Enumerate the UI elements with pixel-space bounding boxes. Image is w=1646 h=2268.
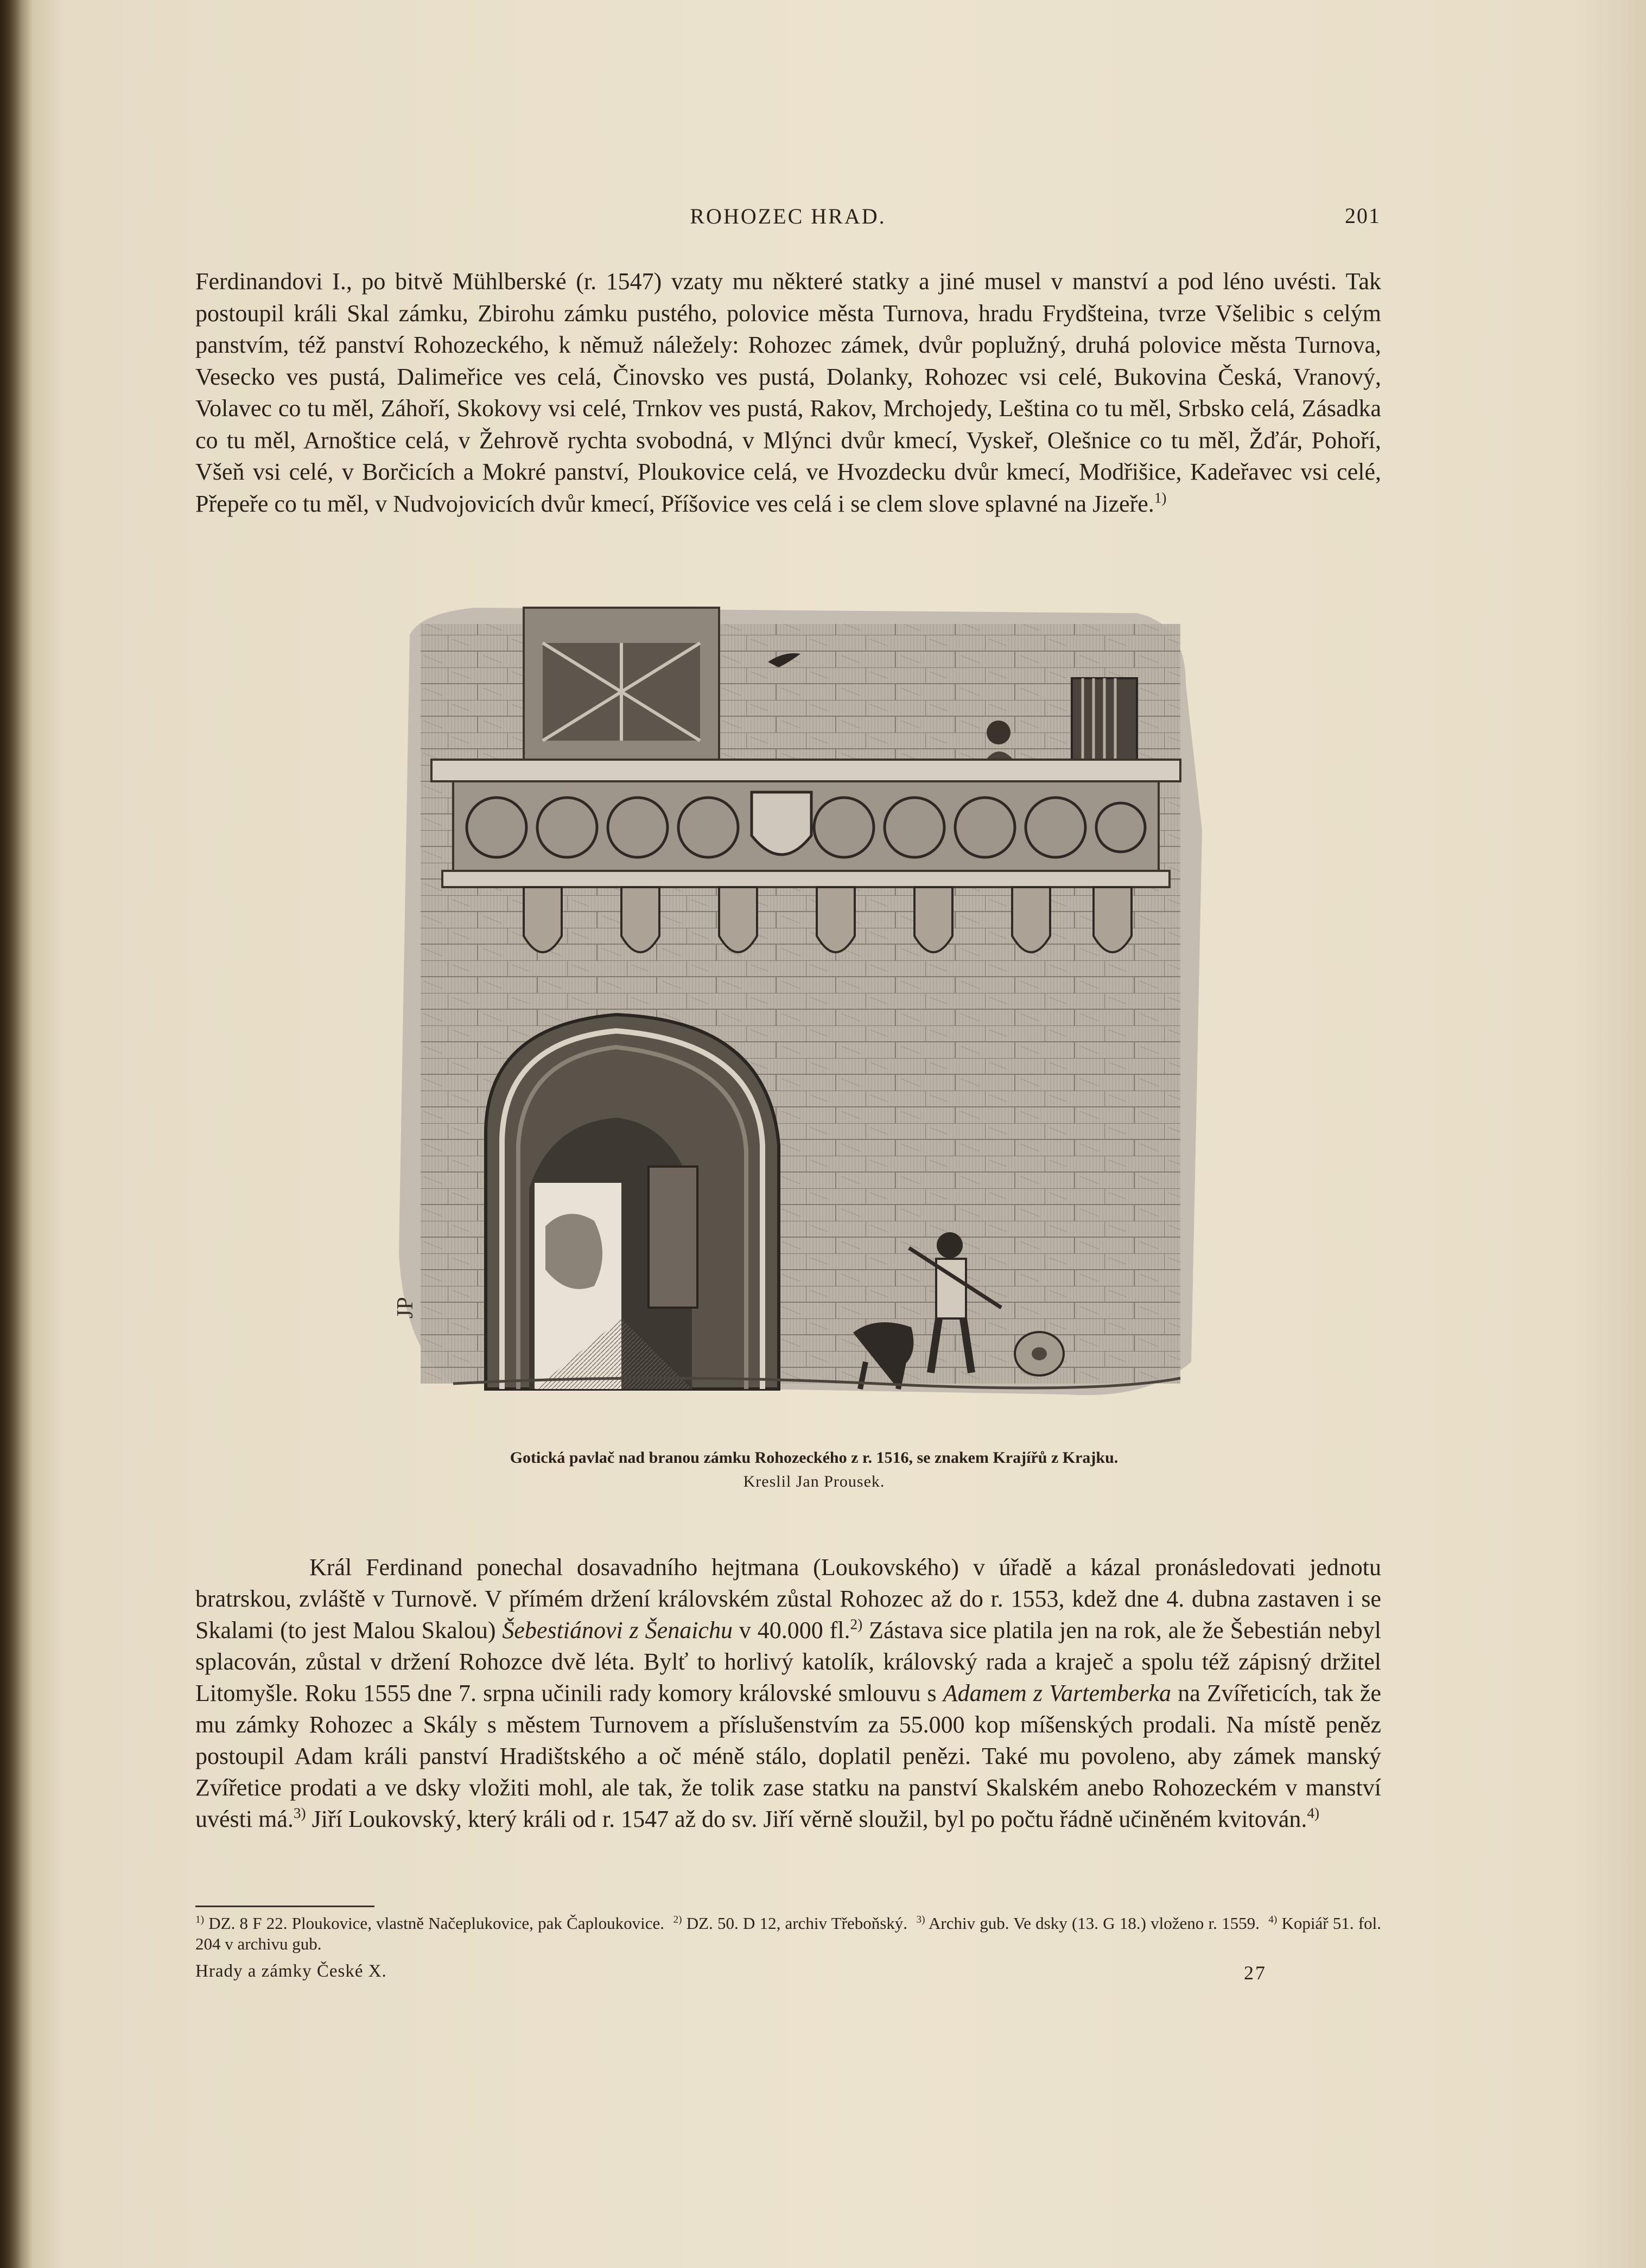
paragraph-2-text-d: na Zvířeticích, tak že mu zámky Rohozec a Skály s městem Turnovem a příslušenstvím za 55.000 kop míšenských prodali. Na místě peněz postoupil Adam králi panství Hradištského a oč méně stálo, doplatil penězi. Také mu povoleno, aby zámek manský Zvířetice prodati a ve dsky vložiti mohl, ale tak, že tolik zase statku na panství Skalském anebo Rohozeckém v manství uvésti má.: [195, 1680, 1382, 1832]
paragraph-2: [195, 1552, 1381, 1835]
paragraph-2-text-c: Zástava sice platila jen na rok, ale že Šebestián nebyl splacován, zůstal v držení Rohozce dvě léta. Bylť to horlivý katolík, královský rada a kraječ a spolu též zápisný držitel Litomyšle. Roku 1555 dne 7. srpna učinili rady komory královské smlouvu s: [195, 1617, 1382, 1706]
footnote-3: Archiv gub. Ve dsky (13. G 18.) vloženo r. 1559.: [929, 1914, 1260, 1933]
person-name-adam: Adamem z Vartemberka: [943, 1680, 1172, 1706]
footnote-ref-3[interactable]: 3): [293, 1805, 306, 1821]
footnote-ref-2[interactable]: 2): [850, 1616, 863, 1633]
figure-credit: Kreslil Jan Prousek.: [743, 1473, 885, 1490]
figure-caption: Gotická pavlač nad branou zámku Rohozeckého z r. 1516, se znakem Krajířů z Krajku.: [510, 1449, 1118, 1467]
running-head: ROHOZEC HRAD.: [690, 204, 886, 228]
person-name-sebestian: Šebestiánovi z Šenaichu: [502, 1617, 733, 1643]
paragraph-2-text-e: Jiří Loukovský, který králi od r. 1547 až do sv. Jiří věrně sloužil, byl po počtu řádně učiněném kvitován.: [312, 1806, 1307, 1832]
signature-line: Hrady a zámky České X.: [195, 1961, 387, 1981]
footnote-1: DZ. 8 F 22. Ploukovice, vlastně Načeplukovice, pak Čaploukovice.: [208, 1914, 664, 1933]
paragraph-1: [195, 266, 1381, 520]
footnotes: [195, 1913, 1381, 1954]
footnote-divider: [195, 1906, 374, 1907]
signature-number: 27: [1244, 1962, 1267, 1984]
paragraph-1-text: Ferdinandovi I., po bitvě Mühlberské (r. 1547) vzaty mu některé statky a jiné musel v manství a pod léno uvésti. Tak postoupil králi Skal zámku, Zbirohu zámku pustého, polovice města Turnova, hradu Frydšteina, tvrze Všelibic s celým panstvím, též panství Rohozeckého, k němuž náležely: Rohozec zámek, dvůr poplužný, druhá polovice města Turnova, Vesecko ves pustá, Dalimeřice ves celá, Činovsko ves pustá, Dolanky, Rohozec vsi celé, Bukovina Česká, Vranový, Volavec co tu měl, Záhoří, Skokovy vsi celé, Trnkov ves pustá, Rakov, Mrchojedy, Leština co tu měl, Srbsko celá, Zásadka co tu měl, Arnoštice celá, v Žehrově rychta svobodná, v Mlýnci dvůr kmecí, Vyskeř, Olešnice co tu měl, Žďár, Pohoří, Všeň vsi celé, v Borčicích a Mokré panství, Ploukovice celá, ve Hvozdecku dvůr kmecí, Modřišice, Kadeřavec vsi celé, Přepeře co tu měl, v Nudvojovicích dvůr kmecí, Příšovice ves celá i se clem slove splavné na Jizeře.: [195, 268, 1381, 517]
footnote-2: DZ. 50. D 12, archiv Třeboňský.: [686, 1914, 908, 1933]
paragraph-2-text-a: Král Ferdinand ponechal dosavadního hejtmana (Loukovského) v úřadě a kázal pronásledovati jednotu bratrskou, zvláště v Turnově. V přímém držení královském zůstal Rohozec až do r. 1553, kdež dne 4. dubna zastaven i se Skalami (to jest Malou Skalou): [195, 1554, 1381, 1643]
paragraph-2-text-b: v 40.000 fl.: [739, 1617, 850, 1643]
footnote-marker-4: 4): [1268, 1914, 1278, 1926]
footnote-marker-2: 2): [673, 1914, 682, 1926]
footnote-4: Kopiář 51. fol. 204 v archivu gub.: [195, 1914, 1382, 1953]
footnote-marker-1: 1): [195, 1914, 205, 1926]
footnote-ref-1[interactable]: 1): [1154, 489, 1167, 506]
footnote-ref-4[interactable]: 4): [1307, 1805, 1320, 1821]
page-number: 201: [1345, 203, 1381, 228]
svg-text:JP: JP: [393, 1297, 418, 1318]
illustration-gothic-gallery: [388, 602, 1216, 1416]
engraving-gate-with-gallery: [388, 602, 1216, 1416]
footnote-marker-3: 3): [916, 1914, 925, 1926]
